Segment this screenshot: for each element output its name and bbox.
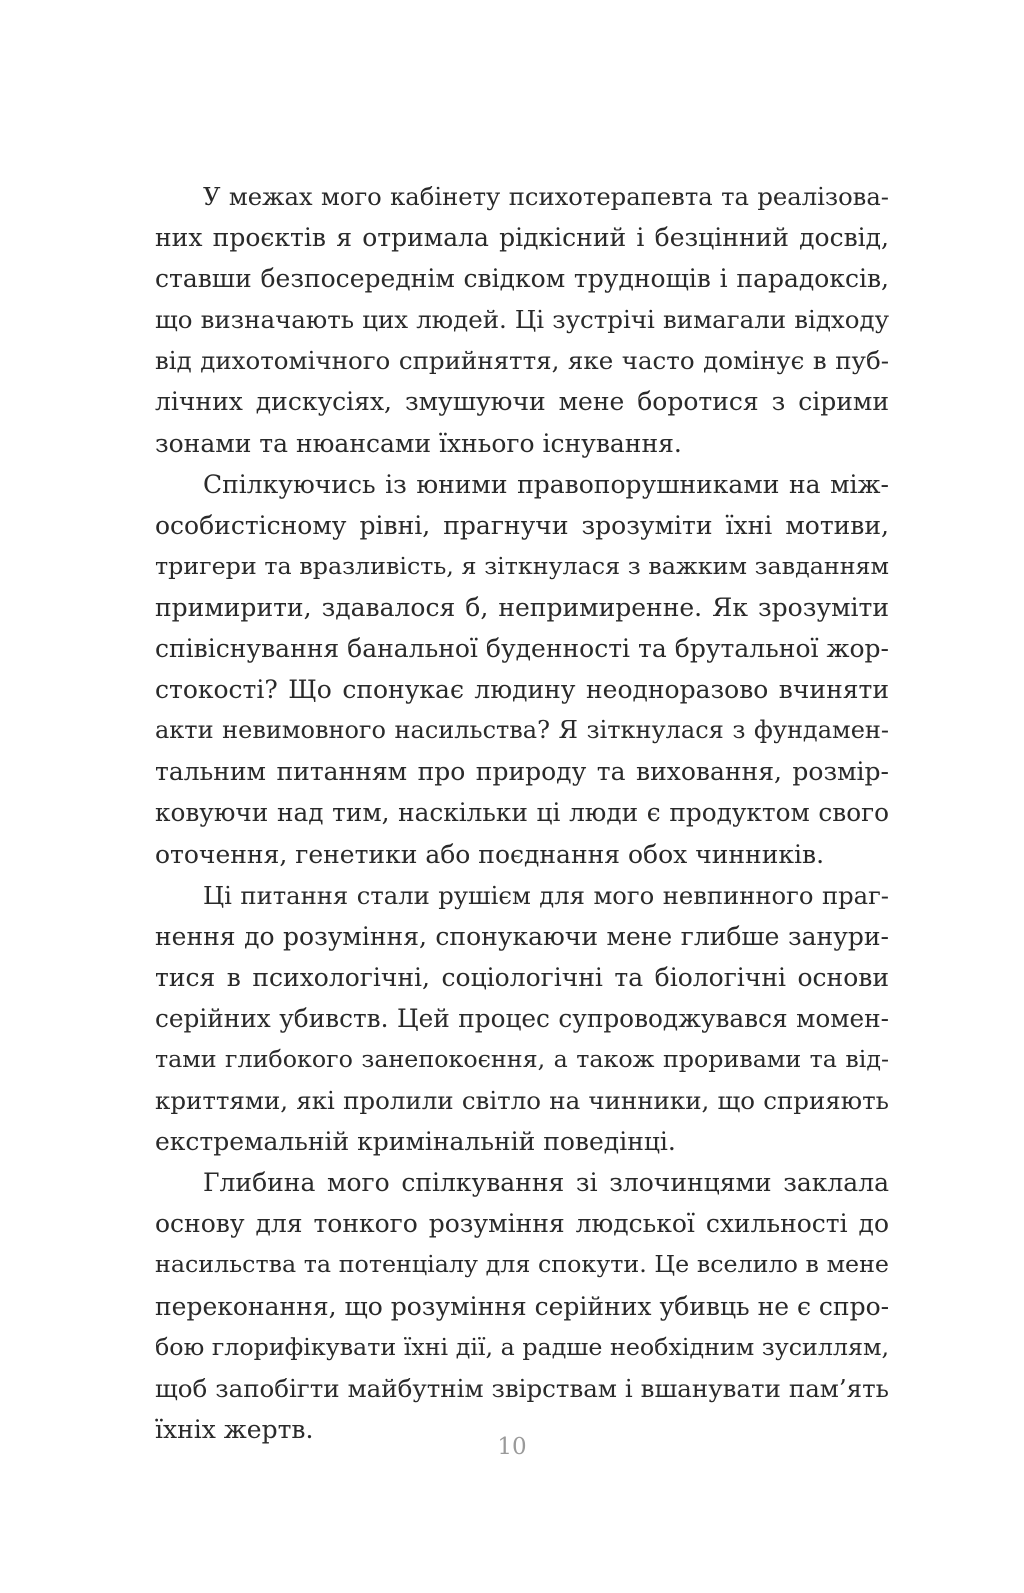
text-line: тами глибокого занепокоєння, а також проривами та від- — [155, 1044, 889, 1073]
text-line: особистісному рівні, прагнучи зрозуміти їхні мотиви, — [155, 510, 889, 540]
text-line: від дихотомічного сприйняття, яке часто домінує в пуб- — [155, 346, 889, 376]
text-line: переконання, що розуміння серійних убивць не є спро- — [155, 1291, 890, 1321]
text-line: Спілкуючись із юними правопорушниками на між- — [203, 469, 889, 499]
text-line: ставши безпосереднім свідком труднощів і парадоксів, — [155, 264, 889, 294]
text-line: співіснування банальної буденності та брутальної жор- — [155, 634, 889, 664]
text-line: тригери та вразливість, я зіткнулася з важким завданням — [155, 551, 889, 580]
text-line: акти невимовного насильства? Я зіткнулася з фундамен- — [155, 716, 889, 745]
paragraph-3 — [155, 875, 889, 1163]
text-line: Глибина мого спілкування зі злочинцями заклала — [203, 1168, 889, 1198]
text-line: серійних убивств. Цей процес супроводжувався момен- — [155, 1003, 889, 1033]
text-line: нення до розуміння, спонукаючи мене глибше занури- — [155, 921, 889, 951]
text-line: екстремальній кримінальній поведінці. — [155, 1127, 676, 1157]
text-line: що визначають цих людей. Ці зустрічі вимагали відходу — [155, 305, 889, 335]
text-line: примирити, здавалося б, непримиренне. Як зрозуміти — [155, 592, 889, 622]
paragraph-1 — [155, 176, 889, 464]
text-line: їхніх жертв. — [155, 1414, 314, 1444]
text-line: щоб запобігти майбутнім звірствам і вшанувати пам’ять — [155, 1373, 889, 1403]
text-line: криттями, які пролили світло на чинники, що сприяють — [155, 1086, 889, 1116]
text-line: тися в психологічні, соціологічні та біологічні основи — [155, 962, 889, 992]
text-line: насильства та потенціалу для спокути. Це вселило в мене — [155, 1250, 889, 1279]
text-line: основу для тонкого розуміння людської схильності до — [155, 1209, 889, 1239]
text-line: У межах мого кабінету психотерапевта та реалізова- — [203, 182, 889, 211]
page-number: 10 — [497, 1434, 527, 1460]
paragraph-4 — [155, 1162, 889, 1450]
body-text — [155, 176, 889, 1450]
text-line: бою глорифікувати їхні дії, а радше необхідним зусиллям, — [155, 1332, 890, 1361]
text-line: зонами та нюансами їхнього існування. — [155, 428, 682, 458]
text-line: Ці питання стали рушієм для мого невпинного праг- — [203, 880, 889, 910]
text-line: ковуючи над тим, наскільки ці люди є продуктом свого — [155, 798, 889, 828]
text-line: них проєктів я отримала рідкісний і безцінний досвід, — [155, 223, 889, 253]
text-line: лічних дискусіях, змушуючи мене боротися з сірими — [155, 387, 889, 417]
text-line: стокості? Що спонукає людину неодноразово вчиняти — [155, 675, 889, 705]
text-line: оточення, генетики або поєднання обох чинників. — [155, 839, 825, 869]
paragraph-2 — [155, 464, 889, 875]
text-line: тальним питанням про природу та виховання, розмір- — [155, 757, 889, 787]
